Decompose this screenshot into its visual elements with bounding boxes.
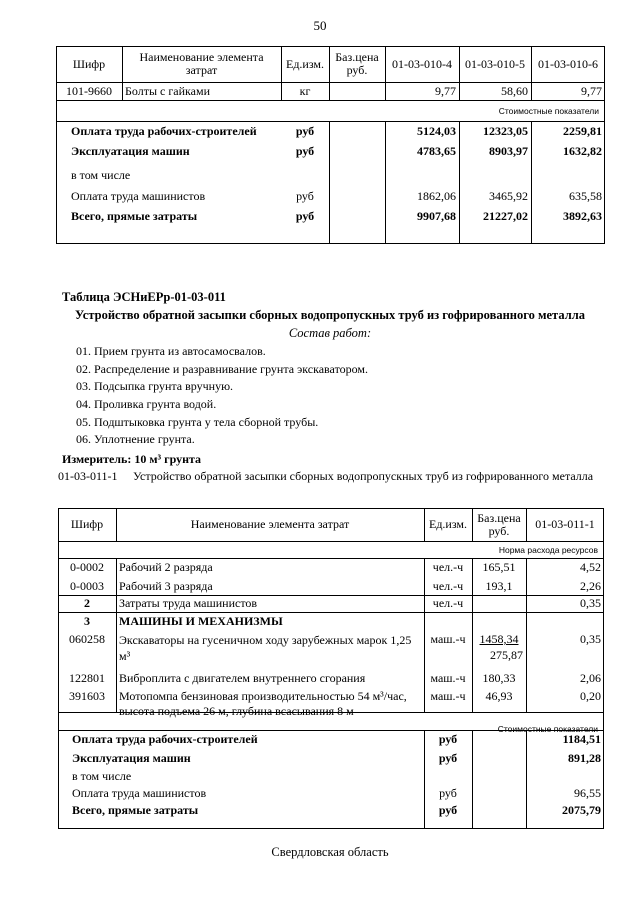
header-col-2: 01-03-010-5	[465, 56, 525, 71]
table-row: 122801 Виброплита с двигателем внутреннего сгорания маш.-ч 180,33 2,06	[69, 671, 601, 685]
list-item: 05. Подштыковка грунта у тела сборной трубы.	[76, 415, 319, 429]
header-unit: Ед.изм.	[428, 517, 468, 531]
total-row: Всего, прямые затраты руб 9907,68 21227,02 3892,63	[71, 209, 602, 223]
table-2-header	[58, 508, 604, 541]
list-item: 03. Подсыпка грунта вручную.	[76, 379, 234, 393]
total-row: Эксплуатация машин руб 891,28	[72, 751, 601, 765]
item-text: Устройство обратной засыпки сборных водопропускных труб из гофрированного металла	[133, 469, 594, 483]
works-list	[76, 344, 368, 450]
total-row: Всего, прямые затраты руб 2075,79	[72, 803, 601, 817]
table-row: 2 Затраты труда машинистов чел.-ч 0,35	[84, 596, 601, 610]
table-1-header	[56, 46, 605, 82]
header-name: Наименование элемента затрат	[139, 50, 264, 77]
norm-caption: Норма расхода ресурсов	[498, 544, 598, 555]
header-col-1: 01-03-010-4	[392, 56, 452, 71]
price-main: 1458,34	[479, 632, 519, 646]
header-unit: Ед.изм.	[285, 56, 325, 71]
cost-caption: Стоимостные показатели	[497, 724, 598, 734]
price-secondary: 275,87	[490, 648, 523, 662]
section-title: Устройство обратной засыпки сборных водопропускных труб из гофрированного металла	[74, 308, 585, 322]
table-row: 3 МАШИНЫ И МЕХАНИЗМЫ	[84, 614, 283, 628]
header-col-1: 01-03-011-1	[535, 517, 595, 531]
header-code: Шифр	[70, 517, 104, 531]
table-row: 060258 Экскаваторы на гусеничном ходу зарубежных марок 1,25 м³ маш.-ч 1458,34 275,87 0,35	[69, 632, 601, 663]
table-id: Таблица ЭСНиЕРр-01-03-011	[62, 290, 226, 304]
list-item: 01. Прием грунта из автосамосвалов.	[76, 344, 266, 358]
table-row: 391603 Мотопомпа бензиновая производительностью 54 м³/час, высота подъема 26 м, глубина всасывания 8 м маш.-ч 46,93 0,20	[69, 689, 601, 718]
total-row: в том числе	[71, 168, 131, 182]
header-name: Наименование элемента затрат	[190, 517, 350, 531]
page-footer: Свердловская область	[271, 845, 389, 859]
header-price: Баз.цена руб.	[335, 50, 379, 77]
list-item: 04. Проливка грунта водой.	[76, 397, 217, 411]
table-2-totals	[58, 732, 604, 821]
header-code: Шифр	[72, 56, 106, 71]
total-row: Оплата труда машинистов руб 1862,06 3465,92 635,58	[71, 189, 602, 203]
table-row: 0-0003 Рабочий 3 разряда чел.-ч 193,1 2,26	[70, 579, 601, 593]
total-row: в том числе	[72, 769, 132, 783]
total-row: Эксплуатация машин руб 4783,65 8903,97 1632,82	[71, 144, 602, 158]
header-price: Баз.цена руб.	[477, 510, 521, 538]
list-item: 02. Распределение и разравнивание грунта экскаватором.	[76, 362, 369, 376]
cost-caption: Стоимостные показатели	[498, 105, 599, 116]
total-row: Оплата труда рабочих-строителей руб 5124,03 12323,05 2259,81	[71, 124, 602, 138]
table-1-totals	[56, 124, 605, 226]
total-row: Оплата труда рабочих-строителей руб 1184,51	[72, 732, 601, 746]
list-item: 06. Уплотнение грунта.	[76, 432, 195, 446]
table-row: 101-9660 Болты с гайками кг 9,77 58,60 9,77	[66, 84, 602, 98]
total-row: Оплата труда машинистов руб 96,55	[72, 786, 601, 800]
item-code: 01-03-011-1	[58, 469, 118, 483]
works-caption: Состав работ:	[288, 326, 372, 340]
page-number: 50	[313, 18, 327, 33]
table-row: 0-0002 Рабочий 2 разряда чел.-ч 165,51 4,52	[70, 560, 601, 574]
header-col-3: 01-03-010-6	[538, 56, 598, 71]
meter: Измеритель: 10 м³ грунта	[62, 452, 202, 466]
